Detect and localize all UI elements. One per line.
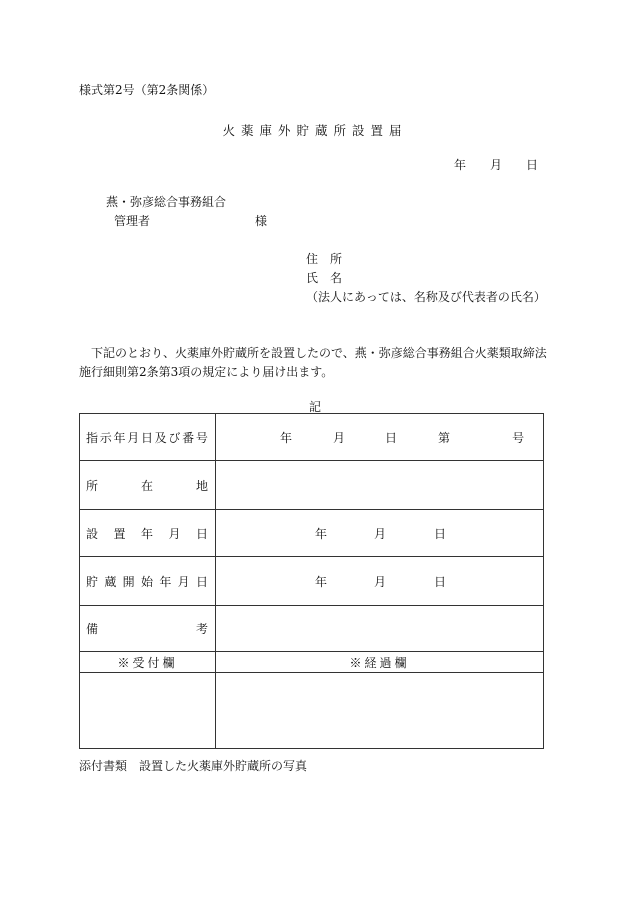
label-char: 年 [140,526,153,541]
form-table [79,413,544,749]
name-label: 氏 名 [306,271,343,285]
number-label: 号 [512,430,525,445]
location-field[interactable] [216,461,544,510]
label-char: 所 [86,478,99,493]
day-label: 日 [434,574,447,589]
label-char: 号 [195,430,208,445]
year-label: 年 [280,430,293,445]
month-label: 月 [374,526,387,541]
label-char: 備 [86,622,99,636]
label-char: 地 [195,478,208,493]
row-label [80,525,215,542]
label-char: 及 [154,430,167,445]
body-text: 下記のとおり、火薬庫外貯蔵所を設置したので、燕・弥彦総合事務組合火薬類取締法施行細則第2条第3項の規定により届け出ます。 [79,346,547,379]
addressee-honorific: 様 [255,214,268,228]
label-char: 貯 [86,574,99,589]
addressee-manager: 管理者 [114,214,151,228]
attachment-note: 添付書類 設置した火薬庫外貯蔵所の写真 [79,759,308,773]
instruction-date-number-field[interactable] [216,414,544,461]
date-year-label: 年 [454,158,467,172]
label-char: び [168,430,181,445]
row-instruction-date-number [80,414,544,461]
year-label: 年 [315,526,328,541]
receipt-header: ※受付欄 [80,652,216,673]
label-char: 月 [127,430,140,445]
label-char: 日 [195,526,208,541]
dai-label: 第 [438,430,451,445]
addressee-org: 燕・弥彦総合事務組合 [106,195,227,209]
month-label: 月 [333,430,346,445]
receipt-cell [80,673,216,749]
storage-start-date-field[interactable] [216,557,544,606]
row-location [80,461,544,510]
label-char: 年 [159,574,172,589]
row-label [80,573,215,590]
ki-heading: 記 [308,400,321,414]
date-month-label: 月 [490,158,503,172]
label-char: 月 [168,526,181,541]
month-label: 月 [374,574,387,589]
label-char: 置 [113,526,126,541]
label-char: 指 [86,430,99,445]
date-day-label: 日 [526,158,539,172]
label-char: 蔵 [104,574,117,589]
progress-header: ※経過欄 [216,652,544,673]
submission-date [454,156,538,173]
label-char: 始 [140,574,153,589]
row-label [80,429,215,446]
label-char: 設 [86,526,99,541]
form-number: 様式第2号（第2条関係） [79,83,215,97]
label-char: 日 [140,430,153,445]
label-char: 年 [113,430,126,445]
office-use-row [80,673,544,749]
row-storage-start-date [80,557,544,606]
row-label [80,477,215,494]
office-use-header-row [80,652,544,673]
corporation-note: （法人にあっては、名称及び代表者の氏名） [306,290,546,304]
label-char: 日 [195,574,208,589]
document-title: 火薬庫外貯蔵所設置届 [222,123,408,138]
label-char: 示 [99,430,112,445]
label-char: 開 [122,574,135,589]
label-char: 番 [182,430,195,445]
row-label [80,620,215,637]
address-label: 住 所 [306,252,343,266]
day-label: 日 [434,526,447,541]
installation-date-field[interactable] [216,510,544,557]
label-char: 考 [195,622,208,636]
label-char: 在 [140,478,153,493]
year-label: 年 [315,574,328,589]
label-char: 月 [177,574,190,589]
day-label: 日 [385,430,398,445]
row-remarks [80,606,544,652]
row-installation-date [80,510,544,557]
remarks-field[interactable] [216,606,544,652]
progress-cell [216,673,544,749]
